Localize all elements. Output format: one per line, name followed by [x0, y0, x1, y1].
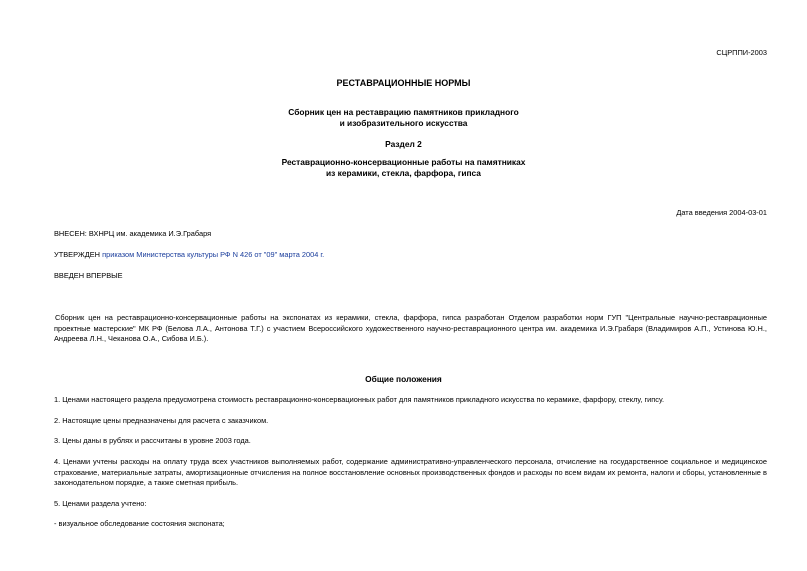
first-time-note: ВВЕДЕН ВПЕРВЫЕ	[54, 271, 123, 280]
introduction-date: Дата введения 2004-03-01	[676, 208, 767, 217]
document-subtitle	[0, 107, 807, 129]
list-item: 5. Ценами раздела учтено:	[54, 499, 147, 508]
list-item: 4. Ценами учтены расходы на оплату труда всех участников выполняемых работ, содержание административно-управленческого персонала, отчисление на государственное социальное и медицинское страхование, материальные затраты, амортизационные отчисления на полное восстановление основных производственных фондов и расходы по всем видам их ремонта, налоги и сборы, установленные в законодательном порядке, а также сметная прибыль.	[54, 457, 767, 487]
introduced-by: ВНЕСЕН: ВХНРЦ им. академика И.Э.Грабаря	[54, 229, 212, 238]
subtitle-line: Сборник цен на реставрацию памятников прикладного	[288, 107, 519, 117]
section-name	[0, 157, 807, 179]
subtitle-line: и изобразительного искусства	[339, 118, 468, 128]
approval-order-link[interactable]: приказом Министерства культуры РФ N 426 от "09" марта 2004 г.	[102, 250, 325, 259]
general-provisions-heading: Общие положения	[365, 374, 442, 384]
approved-by	[54, 250, 324, 261]
intro-paragraph: Сборник цен на реставрационно-консервационные работы на экспонатах из керамики, стекла, фарфора, гипса разработан Отделом разработки норм ГУП "Центральные научно-реставрационные проектные мастерские" МК РФ (Белова Л.А., Антонова Т.Г.) с участием Всероссийского художественного научно-реставрационного центра им. академика И.Э.Грабаря (Владимиров А.П., Устинова Ю.Н., Андреева Л.Н., Чеканова О.А., Сибова И.Б.).	[54, 313, 767, 343]
list-item: - визуальное обследование состояния экспоната;	[54, 519, 225, 528]
list-item: 3. Цены даны в рублях и рассчитаны в уровне 2003 года.	[54, 436, 251, 445]
list-item: 1. Ценами настоящего раздела предусмотрена стоимость реставрационно-консервационных работ для памятников прикладного искусства по керамике, фарфору, стеклу, гипсу.	[54, 395, 664, 404]
list-item: 2. Настоящие цены предназначены для расчета с заказчиком.	[54, 416, 269, 425]
section-name-line: Реставрационно-консервационные работы на памятниках	[281, 157, 526, 167]
section-name-line: из керамики, стекла, фарфора, гипса	[326, 168, 481, 178]
document-code: СЦРППИ-2003	[716, 48, 767, 57]
document-title: РЕСТАВРАЦИОННЫЕ НОРМЫ	[336, 78, 471, 88]
approved-prefix: УТВЕРЖДЕН	[54, 250, 101, 259]
section-number: Раздел 2	[385, 139, 422, 149]
